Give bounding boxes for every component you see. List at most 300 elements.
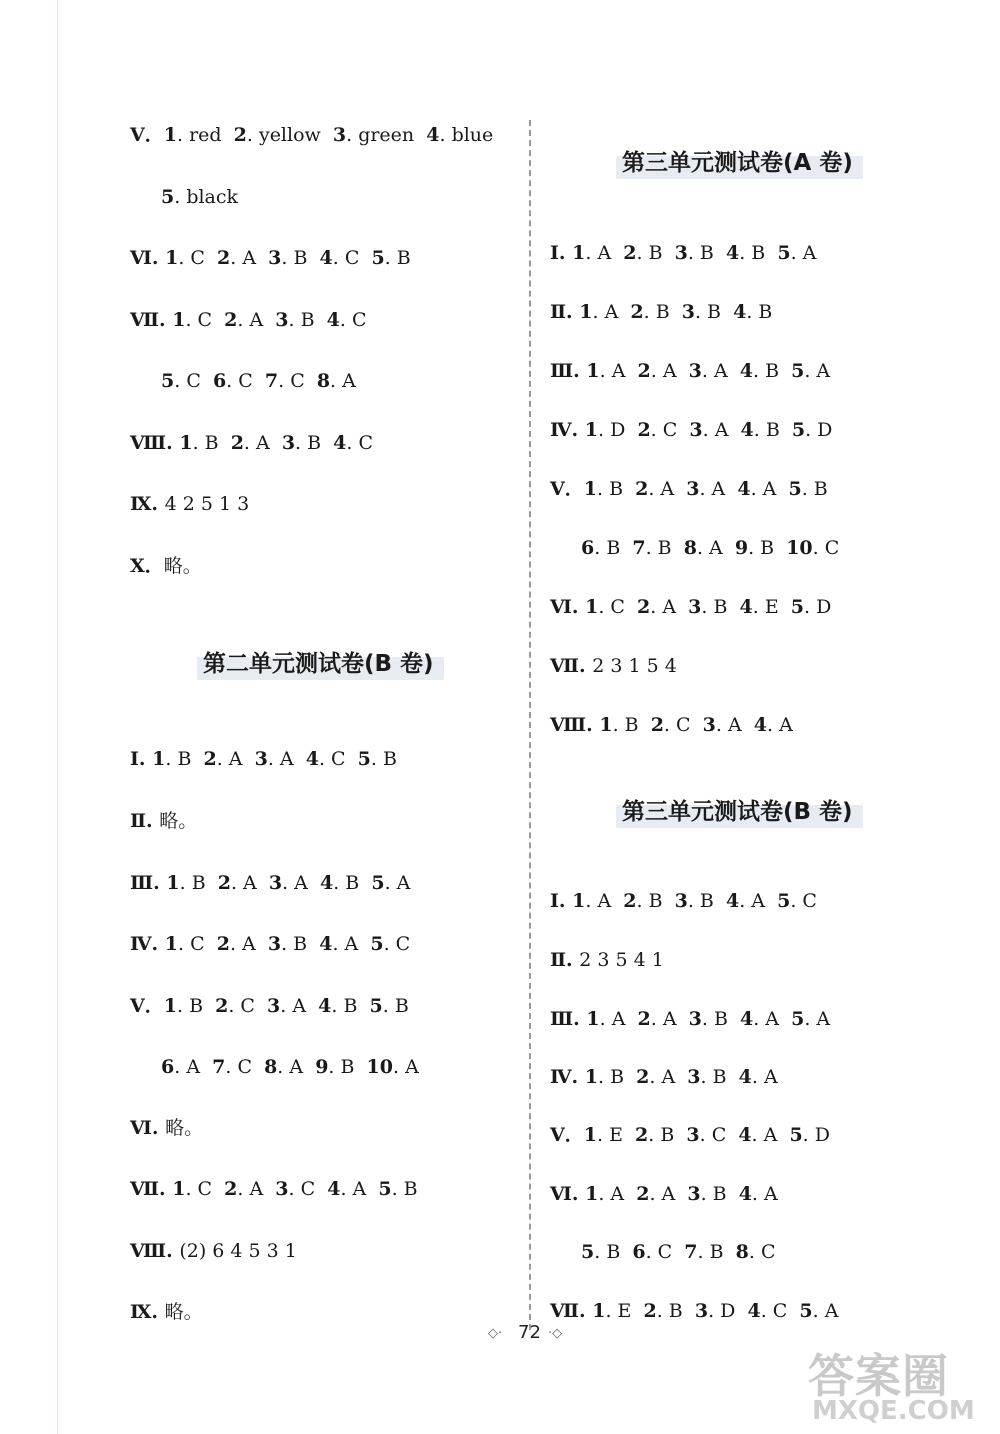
answer-text: . A [699, 478, 738, 500]
answer-line [130, 750, 397, 769]
question-number: 3 [686, 478, 700, 500]
section-numeral: Ⅱ. [550, 949, 580, 971]
question-number: 2 [233, 124, 247, 146]
question-number: 2 [637, 419, 651, 441]
answer-text: . B [643, 301, 682, 323]
question-number: 5 [369, 995, 383, 1017]
question-number: 3 [687, 1183, 701, 1205]
answer-line [550, 598, 831, 617]
answer-line [581, 539, 839, 558]
question-number: 5 [161, 186, 175, 208]
answer-text: . C [178, 933, 217, 955]
answer-text: . A [277, 1056, 316, 1078]
watermark-logo: 答案圈 [808, 1349, 949, 1403]
question-number: 1 [583, 1124, 597, 1146]
answer-line [550, 1185, 778, 1204]
answer-text: . C [650, 419, 690, 441]
answer-line [130, 1119, 203, 1138]
question-number: 1 [163, 995, 177, 1017]
answer-text: . D [805, 419, 833, 441]
answer-text: (2) 6 4 5 3 1 [179, 1240, 297, 1262]
section-numeral: Ⅶ. [130, 1178, 173, 1200]
answer-text: . C [645, 1241, 685, 1263]
question-number: 1 [172, 1178, 186, 1200]
answer-text: . A [280, 995, 319, 1017]
question-number: 5 [799, 1300, 813, 1322]
answer-text: . A [650, 596, 689, 618]
question-number: 2 [203, 748, 217, 770]
section-numeral: Ⅲ. [550, 1008, 587, 1030]
answer-text: . A [701, 360, 740, 382]
question-number: 8 [735, 1241, 749, 1263]
question-number: 4 [739, 596, 753, 618]
answer-line [550, 951, 664, 970]
answer-text: . A [648, 478, 687, 500]
answer-text: . A [696, 537, 735, 559]
answer-text: . A [812, 1300, 839, 1322]
answer-text: . A [753, 1008, 792, 1030]
question-number: 6 [581, 537, 595, 559]
question-number: 1 [165, 247, 179, 269]
question-number: 6 [632, 1241, 646, 1263]
answer-text: . C [178, 247, 218, 269]
answer-line [550, 1068, 778, 1087]
answer-text: . yellow [246, 124, 333, 146]
question-number: 3 [687, 1066, 701, 1088]
answer-line [550, 421, 832, 440]
answer-text: . black [174, 186, 239, 208]
question-number: 4 [319, 872, 334, 894]
question-number: 2 [636, 1066, 650, 1088]
answer-line [550, 716, 793, 735]
answer-line [550, 1126, 830, 1145]
section-numeral: Ⅶ. [550, 655, 593, 677]
question-number: 7 [684, 1241, 698, 1263]
answer-text: . B [801, 478, 828, 500]
question-number: 1 [592, 1300, 606, 1322]
question-number: 4 [737, 478, 751, 500]
section-numeral: Ⅶ. [130, 309, 173, 331]
question-number: 1 [584, 419, 599, 441]
question-number: 2 [217, 872, 231, 894]
answer-line [130, 495, 249, 514]
answer-text: . B [176, 995, 216, 1017]
question-number: 5 [370, 933, 384, 955]
question-number: 2 [217, 247, 231, 269]
answer-line [161, 188, 238, 207]
question-number: 4 [738, 1124, 752, 1146]
question-number: 4 [305, 748, 319, 770]
answer-text: . C [185, 309, 225, 331]
answer-line [130, 1180, 418, 1199]
question-number: 3 [688, 596, 702, 618]
answer-text: . red [176, 124, 234, 146]
answer-text: . B [694, 301, 734, 323]
question-number: 4 [739, 1008, 754, 1030]
answer-text: . B [596, 478, 636, 500]
question-number: 4 [725, 890, 740, 912]
question-number: 7 [212, 1056, 226, 1078]
answer-text: 略。 [159, 810, 198, 832]
answer-line [550, 362, 830, 381]
question-number: 2 [637, 1008, 651, 1030]
answer-text: . C [346, 432, 374, 454]
question-number: 1 [179, 432, 193, 454]
question-number: 2 [623, 242, 637, 264]
question-number: 3 [702, 714, 716, 736]
question-number: 3 [689, 419, 703, 441]
answer-text: . C [790, 890, 817, 912]
section-numeral: Ⅳ. [550, 1066, 585, 1088]
question-number: 4 [740, 419, 754, 441]
answer-text: . C [318, 748, 358, 770]
answer-text: . A [599, 360, 638, 382]
question-number: 10 [366, 1056, 393, 1078]
question-number: 5 [777, 890, 791, 912]
answer-text: . A [766, 714, 793, 736]
question-number: 4 [738, 1066, 752, 1088]
question-number: 1 [583, 478, 597, 500]
question-number: 1 [586, 360, 600, 382]
section-numeral: Ⅸ. [130, 493, 165, 515]
question-number: 5 [371, 247, 385, 269]
question-number: 1 [585, 596, 599, 618]
answer-text: . A [751, 1183, 778, 1205]
answer-text: . D [708, 1300, 748, 1322]
section-numeral: Ⅳ. [550, 419, 585, 441]
answer-text: . blue [439, 124, 494, 146]
section-numeral: Ⅸ. [130, 1301, 165, 1323]
question-number: 2 [650, 714, 664, 736]
question-number: 3 [268, 872, 283, 894]
question-number: 3 [275, 309, 289, 331]
question-number: 10 [786, 537, 813, 559]
answer-text: . A [230, 872, 269, 894]
answer-text: . B [656, 1300, 695, 1322]
answer-line [550, 244, 816, 263]
question-number: 4 [333, 432, 347, 454]
answer-text: . C [278, 370, 317, 392]
answer-text: . B [700, 1183, 739, 1205]
answer-text: . A [229, 933, 268, 955]
answer-text: . A [592, 301, 631, 323]
footer-ornament-right: ·◇ [548, 1326, 563, 1341]
question-number: 3 [281, 432, 296, 454]
answer-text: . A [649, 1066, 688, 1088]
answer-text: . A [804, 1008, 831, 1030]
answer-text: . C [598, 596, 638, 618]
section-numeral: Ⅶ. [550, 1300, 593, 1322]
question-number: 5 [789, 1124, 803, 1146]
answer-text: . A [237, 1178, 276, 1200]
question-number: 5 [371, 872, 385, 894]
question-number: 1 [172, 309, 186, 331]
answer-line [130, 997, 409, 1016]
question-number: 5 [788, 478, 802, 500]
answer-text: . B [384, 247, 411, 269]
answer-text: 略。 [165, 1117, 204, 1139]
question-number: 8 [683, 537, 697, 559]
question-number: 1 [152, 748, 166, 770]
answer-text: . B [687, 242, 726, 264]
section-numeral: Ⅰ. [550, 890, 573, 912]
answer-text: 略。 [163, 555, 202, 577]
answer-text: . A [599, 1008, 638, 1030]
answer-text: . D [804, 596, 832, 618]
question-number: 4 [753, 714, 767, 736]
section-numeral: Ⅲ. [130, 872, 167, 894]
answer-text: . B [636, 890, 675, 912]
question-number: 5 [581, 1241, 595, 1263]
question-number: 1 [164, 933, 179, 955]
section-numeral: Ⅰ. [130, 748, 153, 770]
question-number: 4 [319, 933, 333, 955]
question-number: 7 [264, 370, 279, 392]
question-number: 4 [326, 309, 340, 331]
answer-text: . C [760, 1300, 800, 1322]
section-numeral: Ⅷ. [130, 1240, 180, 1262]
answer-text: . C [288, 1178, 328, 1200]
section-numeral: V． [550, 1124, 584, 1146]
question-number: 7 [632, 537, 646, 559]
question-number: 2 [224, 309, 238, 331]
answer-text: . B [697, 1241, 736, 1263]
question-number: 5 [378, 1178, 392, 1200]
answer-text: 略。 [164, 1301, 203, 1323]
section-numeral: V． [550, 478, 584, 500]
answer-text: . B [746, 301, 773, 323]
answer-text: . D [802, 1124, 830, 1146]
question-number: 9 [734, 537, 749, 559]
question-number: 2 [635, 478, 649, 500]
answer-text: . C [174, 370, 213, 392]
question-number: 9 [315, 1056, 329, 1078]
answer-text: . B [636, 242, 675, 264]
question-number: 2 [230, 432, 244, 454]
answer-text: . C [663, 714, 703, 736]
answer-text: 2 3 5 4 1 [579, 949, 664, 971]
answer-text: . B [328, 1056, 367, 1078]
answer-text: . green [346, 124, 427, 146]
section-numeral: Ⅵ. [130, 1117, 166, 1139]
question-number: 3 [674, 242, 688, 264]
answer-line [130, 126, 493, 145]
answer-text: . C [383, 933, 411, 955]
answer-text: . B [594, 1241, 633, 1263]
answer-line [550, 892, 817, 911]
answer-text: . B [701, 1008, 740, 1030]
page-margin-line [57, 0, 58, 1434]
question-number: 1 [586, 1008, 600, 1030]
answer-text: . B [179, 872, 218, 894]
answer-text: . A [282, 872, 320, 894]
question-number: 4 [318, 995, 332, 1017]
answer-line [550, 657, 677, 676]
question-number: 8 [316, 370, 331, 392]
question-number: 6 [212, 370, 227, 392]
answer-text: . B [748, 537, 787, 559]
answer-text: . A [230, 247, 269, 269]
answer-line [130, 311, 366, 330]
question-number: 5 [790, 596, 804, 618]
answer-text: . B [645, 537, 684, 559]
answer-text: . A [393, 1056, 419, 1078]
question-number: 1 [572, 242, 586, 264]
section-numeral: V． [130, 995, 164, 1017]
answer-text: . A [751, 1066, 778, 1088]
watermark-url: MXQE.COM [812, 1396, 975, 1426]
question-number: 2 [215, 995, 229, 1017]
answer-text: . B [281, 933, 320, 955]
answer-text: . A [330, 370, 356, 392]
question-number: 3 [332, 124, 347, 146]
answer-text: . A [715, 714, 754, 736]
watermark [808, 1340, 988, 1430]
answer-line [130, 557, 202, 576]
answer-text: . C [699, 1124, 739, 1146]
question-number: 8 [264, 1056, 278, 1078]
section-numeral: Ⅵ. [550, 596, 586, 618]
answer-text: . A [384, 872, 411, 894]
answer-text: . B [598, 1066, 637, 1088]
question-number: 4 [725, 242, 740, 264]
section-numeral: V． [130, 124, 164, 146]
question-number: 2 [636, 1183, 650, 1205]
answer-text: . A [174, 1056, 213, 1078]
section-numeral: Ⅱ. [550, 301, 580, 323]
answer-text: . A [649, 1183, 688, 1205]
section-numeral: Ⅷ. [130, 432, 180, 454]
answer-text: . A [739, 890, 778, 912]
answer-text: . A [332, 933, 371, 955]
answer-text: . C [228, 995, 268, 1017]
question-number: 2 [630, 301, 644, 323]
question-number: 5 [791, 360, 805, 382]
answer-text: . E [596, 1124, 636, 1146]
answer-line [581, 1243, 776, 1262]
answer-text: . A [702, 419, 741, 441]
column-divider [529, 120, 531, 1330]
answer-line [130, 935, 410, 954]
answer-text: . B [281, 247, 320, 269]
answer-text: . B [391, 1178, 418, 1200]
question-number: 3 [688, 1008, 702, 1030]
answer-text: . B [648, 1124, 687, 1146]
question-number: 3 [694, 1300, 709, 1322]
answer-line [550, 303, 772, 322]
answer-text: . B [753, 419, 792, 441]
answer-text: . B [701, 596, 740, 618]
answer-text: . D [598, 419, 638, 441]
section-numeral: Ⅷ. [550, 714, 600, 736]
question-number: 4 [747, 1300, 761, 1322]
question-number: 1 [584, 1066, 599, 1088]
answer-line [130, 434, 373, 453]
question-number: 4 [319, 247, 333, 269]
answer-line [161, 372, 356, 391]
answer-text: . A [650, 1008, 689, 1030]
section-numeral: Ⅵ. [550, 1183, 586, 1205]
question-number: 1 [572, 890, 586, 912]
answer-text: . A [340, 1178, 379, 1200]
answer-text: . B [687, 890, 726, 912]
question-number: 1 [166, 872, 180, 894]
answer-text: . B [370, 748, 397, 770]
answer-text: . A [598, 1183, 637, 1205]
section-numeral: Ⅰ. [550, 242, 573, 264]
answer-text: . E [605, 1300, 644, 1322]
answer-text: . C [185, 1178, 225, 1200]
answer-text: . C [225, 1056, 265, 1078]
answer-line [550, 480, 828, 499]
answer-text: . A [751, 1124, 790, 1146]
answer-line [130, 812, 197, 831]
question-number: 4 [426, 124, 440, 146]
answer-text: . B [331, 995, 370, 1017]
question-number: 3 [674, 890, 688, 912]
answer-text: . A [243, 432, 282, 454]
question-number: 1 [599, 714, 613, 736]
question-number: 5 [357, 748, 371, 770]
section-numeral: X． [130, 555, 164, 577]
answer-text: . B [192, 432, 231, 454]
question-number: 6 [161, 1056, 175, 1078]
question-number: 5 [161, 370, 175, 392]
answer-line [130, 1242, 297, 1261]
answer-text: . C [226, 370, 265, 392]
section-numeral: Ⅵ. [130, 247, 166, 269]
question-number: 3 [275, 1178, 289, 1200]
section-numeral: Ⅲ. [550, 360, 587, 382]
section-numeral: Ⅳ. [130, 933, 165, 955]
question-number: 2 [216, 933, 230, 955]
answer-text: . A [650, 360, 689, 382]
question-number: 4 [738, 1183, 752, 1205]
question-number: 3 [267, 933, 282, 955]
answer-text: 2 3 1 5 4 [592, 655, 677, 677]
answer-line [130, 874, 410, 893]
footer-ornament-left: ◇· [488, 1326, 503, 1341]
answer-text: . B [594, 537, 633, 559]
question-number: 1 [579, 301, 593, 323]
answer-text: . A [585, 890, 624, 912]
answer-text: . C [812, 537, 840, 559]
section-heading-unit3-a: 第三单元测试卷(A 卷) [622, 150, 853, 176]
answer-text: . B [382, 995, 409, 1017]
answer-text: . A [216, 748, 255, 770]
answer-text: . A [585, 242, 624, 264]
answer-text: . B [165, 748, 204, 770]
question-number: 3 [688, 360, 702, 382]
answer-text: . B [700, 1066, 739, 1088]
answer-text: . A [750, 478, 789, 500]
question-number: 2 [637, 596, 651, 618]
question-number: 2 [635, 1124, 649, 1146]
question-number: 4 [733, 301, 747, 323]
question-number: 2 [637, 360, 651, 382]
question-number: 5 [777, 242, 791, 264]
question-number: 2 [623, 890, 637, 912]
answer-text: . E [752, 596, 791, 618]
answer-line [130, 249, 411, 268]
question-number: 5 [791, 419, 806, 441]
question-number: 3 [681, 301, 695, 323]
question-number: 3 [268, 247, 282, 269]
answer-text: . C [332, 247, 372, 269]
question-number: 4 [739, 360, 753, 382]
question-number: 3 [267, 995, 281, 1017]
answer-text: . B [612, 714, 651, 736]
